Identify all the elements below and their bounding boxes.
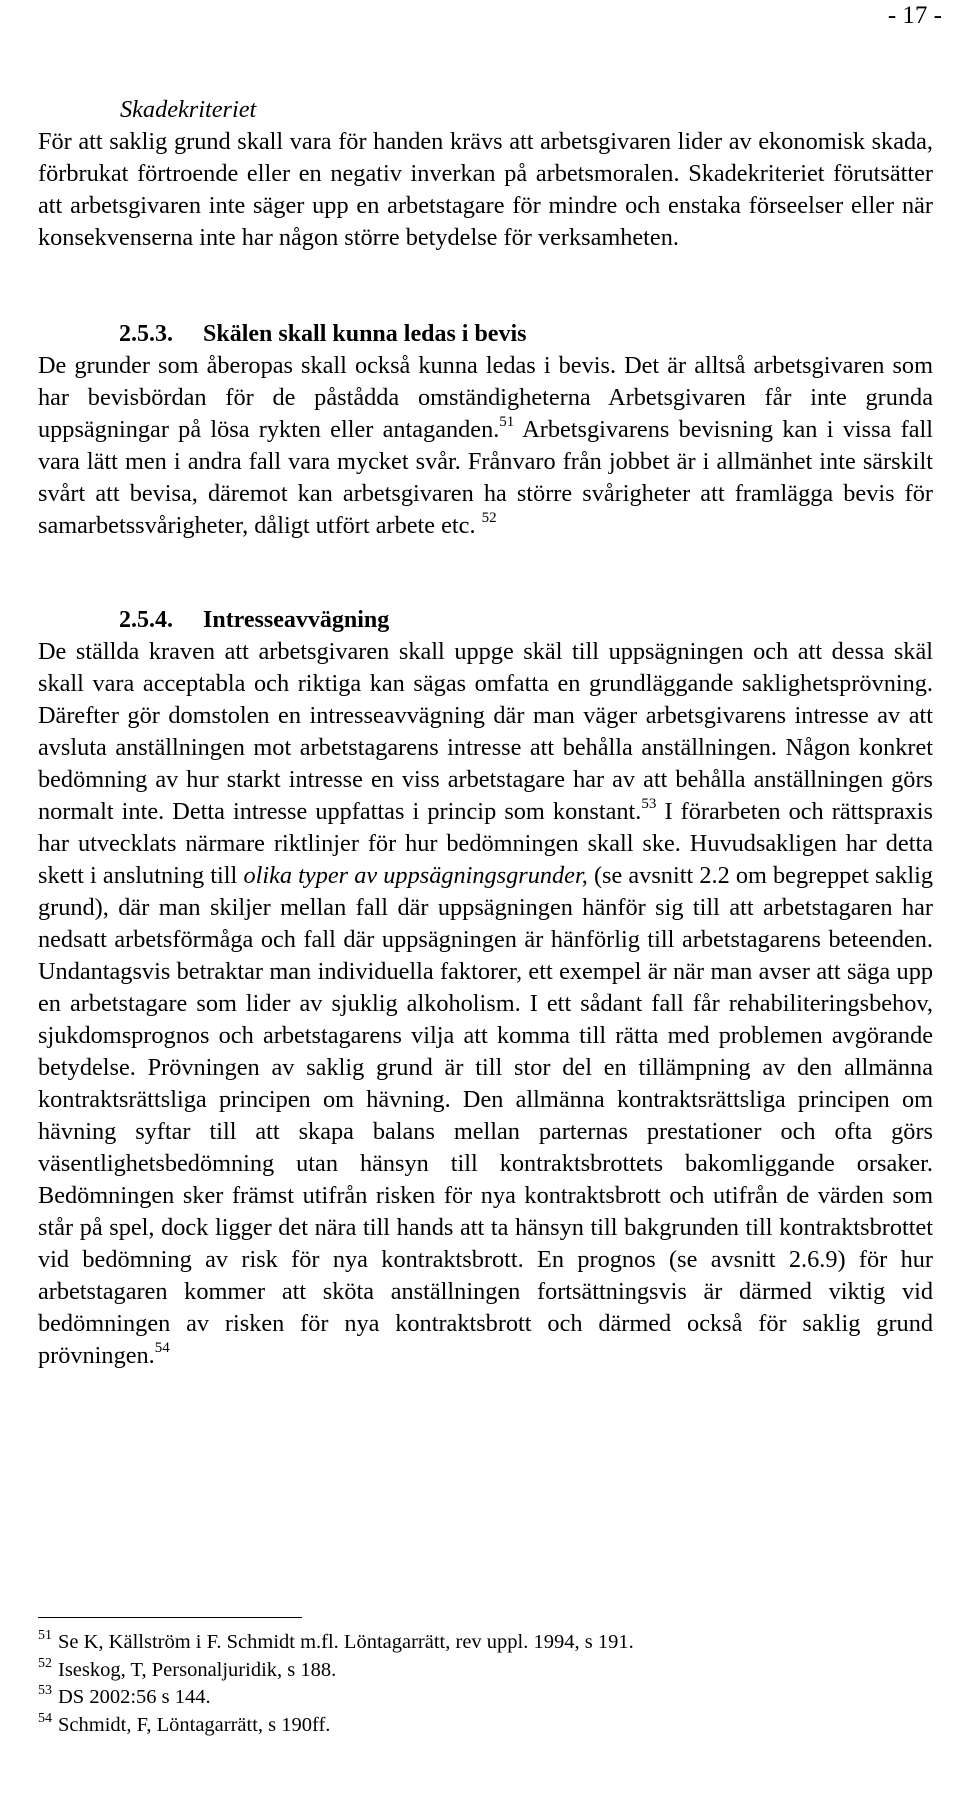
footnote-text: Se K, Källström i F. Schmidt m.fl. Löntagarrätt, rev uppl. 1994, s 191. (58, 1631, 634, 1653)
footnote-number: 52 (38, 1655, 52, 1671)
footnote-54 (38, 1712, 933, 1740)
section-heading-2-5-4 (119, 604, 933, 636)
footnote-53 (38, 1684, 933, 1712)
section-title: Intresseavvägning (203, 607, 390, 633)
spacer (38, 542, 933, 604)
text-run: (se avsnitt 2.2 om begreppet saklig grund), där man skiljer mellan fall där uppsägningen hänför sig till att arbetstagaren har nedsatt arbetsförmåga och fall där uppsägningen är hänförlig till arbetstagarens beteenden. Undantagsvis betraktar man individuella faktorer, ett exempel är när man avser att säga upp en arbetstagare som lider av sjuklig alkoholism. I ett sådant fall får rehabiliteringsbehov, sjukdomsprognos och arbetstagarens vilja att komma till rätta med problemen avgörande betydelse. Prövningen av saklig grund är till stor del en tillämpning av den allmänna kontraktsrättsliga principen om hävning. Den allmänna kontraktsrättsliga principen om hävning syftar till att skapa balans mellan parternas prestationer och ofta görs väsentlighetsbedömning utan hänsyn till kontraktsbrottets bakomliggande orsaker. Bedömningen sker främst utifrån risken för nya kontraktsbrott och utifrån de värden som står på spel, dock ligger det nära till hands att ta hänsyn till bakgrunden till kontraktsbrottet vid bedömning av risk för nya kontraktsbrott. En prognos (se avsnitt 2.6.9) för hur arbetstagaren kommer att sköta anställningen fortsättningsvis är därmed viktig vid bedömningen av risken för nya kontraktsbrott och därmed också för saklig grund prövningen. (38, 862, 934, 1369)
section-number: 2.5.4. (119, 607, 173, 633)
section-number: 2.5.3. (119, 321, 173, 347)
text-run: I förarbeten och rättspraxis har utvecklats närmare riktlinjer för hur bedömningen skall ske. Huvudsakligen har detta skett i anslutning till (38, 798, 933, 889)
text-run: De ställda kraven att arbetsgivaren skall uppge skäl till uppsägningen och att dessa skäl skall vara acceptabla och riktiga kan sägas omfatta en grundläggande saklighetsprövning. Därefter gör domstolen en intresseavvägning där man väger arbetsgivarens intresse av att avsluta anställningen mot arbetstagarens intresse att behålla anställningen. Någon konkret bedömning av hur starkt intresse en viss arbetstagare har av att behålla anställningen görs normalt inte. Detta intresse uppfattas i princip som konstant. (38, 638, 933, 825)
footnote-number: 54 (38, 1710, 52, 1726)
footnote-ref-51[interactable]: 51 (499, 413, 515, 430)
document-body (38, 94, 933, 1372)
subheading-skadekriteriet: Skadekriteriet (120, 96, 257, 123)
footnote-text: Schmidt, F, Löntagarrätt, s 190ff. (58, 1713, 331, 1736)
footnote-divider (38, 1617, 302, 1618)
section-title: Skälen skall kunna ledas i bevis (203, 321, 527, 347)
section-heading-2-5-3 (119, 318, 933, 350)
footnote-number: 51 (38, 1628, 52, 1644)
footnote-ref-52[interactable]: 52 (481, 509, 497, 526)
footnote-ref-53[interactable]: 53 (641, 795, 657, 812)
footnote-ref-54[interactable]: 54 (154, 1339, 170, 1356)
paragraph-bevis (38, 350, 933, 542)
paragraph-skadekriteriet: För att saklig grund skall vara för handen krävs att arbetsgivaren lider av ekonomisk skada, förbrukat förtroende eller en negativ inverkan på arbetsmoralen. Skadekriteriet förutsätter att arbetsgivaren inte säger upp en arbetstagare för mindre och enstaka förseelser eller när konsekvenserna inte har någon större betydelse för verksamheten. (38, 128, 933, 251)
footnote-text: DS 2002:56 s 144. (58, 1686, 211, 1708)
spacer (38, 254, 933, 318)
text-run: De grunder som åberopas skall också kunna ledas i bevis. Det är alltså arbetsgivaren som har bevisbördan för de påstådda omständigheterna Arbetsgivaren får inte grunda uppsägningar på lösa rykten eller antaganden. (38, 352, 933, 443)
footnote-51 (38, 1629, 933, 1657)
page-number: - 17 - (887, 2, 942, 29)
footnote-number: 53 (38, 1683, 52, 1699)
footnote-text: Iseskog, T, Personaljuridik, s 188. (58, 1658, 337, 1681)
text-run: Arbetsgivarens bevisning kan i vissa fall vara lätt men i andra fall vara mycket svår. Frånvaro från jobbet är i allmänhet inte särskilt svårt att bevisa, däremot kan arbetsgivaren ha större svårigheter att framlägga bevis för samarbetssvårigheter, dåligt utfört arbete etc. (38, 416, 933, 539)
footnote-52 (38, 1657, 933, 1685)
footnotes (38, 1629, 933, 1739)
paragraph-intresseavvagning (38, 636, 933, 1372)
italic-phrase: olika typer av uppsägningsgrunder, (243, 862, 588, 889)
